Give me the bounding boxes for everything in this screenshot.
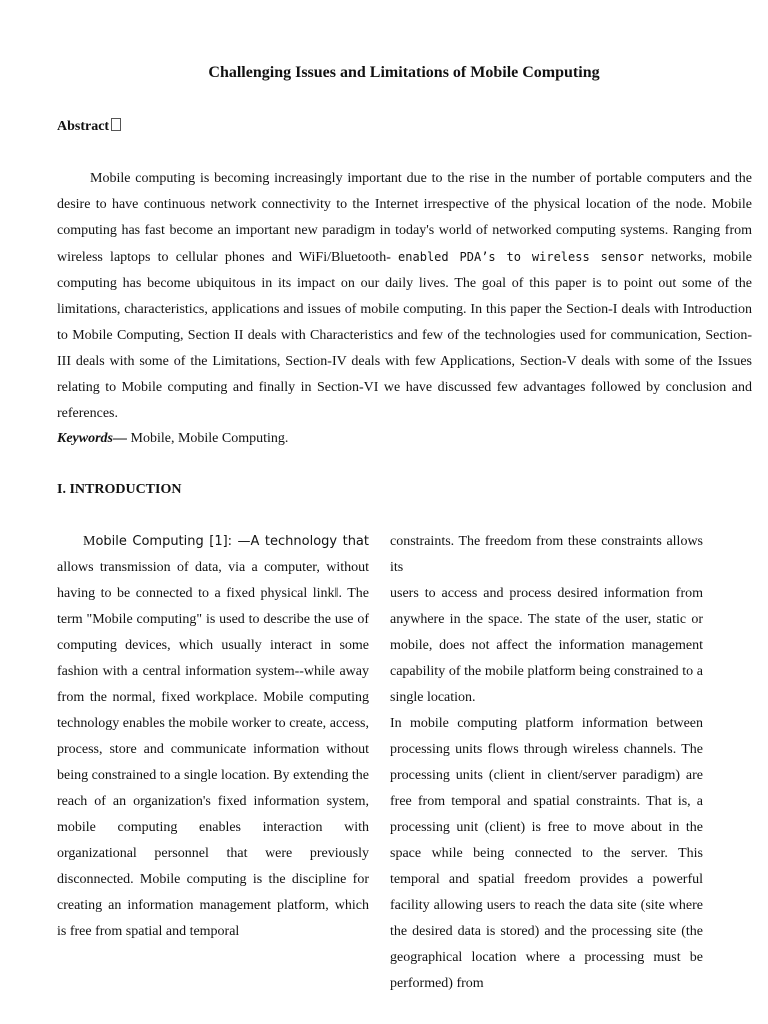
intro-lead-mono: obile Computing [1]: —A technology that bbox=[95, 534, 369, 549]
keywords-line bbox=[57, 426, 752, 452]
abstract-heading bbox=[57, 117, 121, 137]
introduction-column-left bbox=[57, 529, 369, 945]
abstract-heading-label: Abstract bbox=[57, 119, 110, 134]
intro-right-paragraph-2: users to access and process desired information from anywhere in the space. The state of the user, static or mobile, does not affect the information management capability of the mobile platform being constrained to a single location. bbox=[390, 586, 703, 705]
abstract-text-part1: Mobile computing is becoming increasingly important due to the rise in the number of portable computers and the desire to have continuous network connectivity to the Internet irrespective of the physical location of the node. Mobile computing has fast become an important new paradigm in today's world of networked computing systems. Ranging from wireless laptops to cellular phones and WiFi/Bluetooth- bbox=[57, 171, 752, 265]
abstract-paragraph bbox=[57, 166, 752, 427]
abstract-text-mono: enabled PDA’s to wireless sensor bbox=[398, 250, 644, 264]
introduction-column-right bbox=[390, 529, 703, 997]
intro-right-paragraph-1: constraints. The freedom from these constraints allows its bbox=[390, 534, 703, 575]
intro-right-paragraph-3: In mobile computing platform information between processing units flows through wireless channels. The processing units (client in client/server paradigm) are free from temporal and spatial constraints. That is, a processing unit (client) is free to move about in the space while being connected to the server. This temporal and spatial freedom provides a powerful facility allowing users to reach the data site (site where the desired data is stored) and the processing site (the geographical location where a processing must be performed) from bbox=[390, 716, 703, 991]
section-heading-introduction: I. INTRODUCTION bbox=[57, 482, 182, 497]
paper-title: Challenging Issues and Limitations of Mobile Computing bbox=[208, 64, 600, 81]
keywords-text: Mobile, Mobile Computing. bbox=[127, 431, 289, 446]
keywords-label: Keywords— bbox=[57, 431, 127, 446]
intro-left-paragraph bbox=[57, 529, 369, 945]
abstract-text-part2: networks, mobile computing has become ubiquitous in its impact on our daily lives. The goal of this paper is to point out some of the limitations, characteristics, applications and issues of mobile computing. In this paper the Section-I deals with Introduction to Mobile Computing, Section II deals with Characteristics and few of the technologies used for communication, Section-III deals with some of the Limitations, Section-IV deals with few Applications, Section-V deals with some of the Issues relating to Mobile computing and finally in Section-VI we have discussed few advantages followed by conclusion and references. bbox=[57, 250, 753, 421]
intro-left-text: allows transmission of data, via a computer, without having to be connected to a fixed physical link‖. The term "Mobile computing" is used to describe the use of computing devices, which usually interact in some fashion with a central information system--while away from the normal, fixed workplace. Mobile computing technology enables the mobile worker to create, access, process, store and communicate information without being constrained to a single location. By extending the reach of an organization's fixed information system, mobile computing enables interaction with organizational personnel that were previously disconnected. Mobile computing is the discipline for creating an information management platform, which is free from spatial and temporal bbox=[57, 560, 369, 939]
intro-lead-letter: M bbox=[83, 534, 96, 549]
missing-glyph-icon bbox=[111, 118, 121, 131]
